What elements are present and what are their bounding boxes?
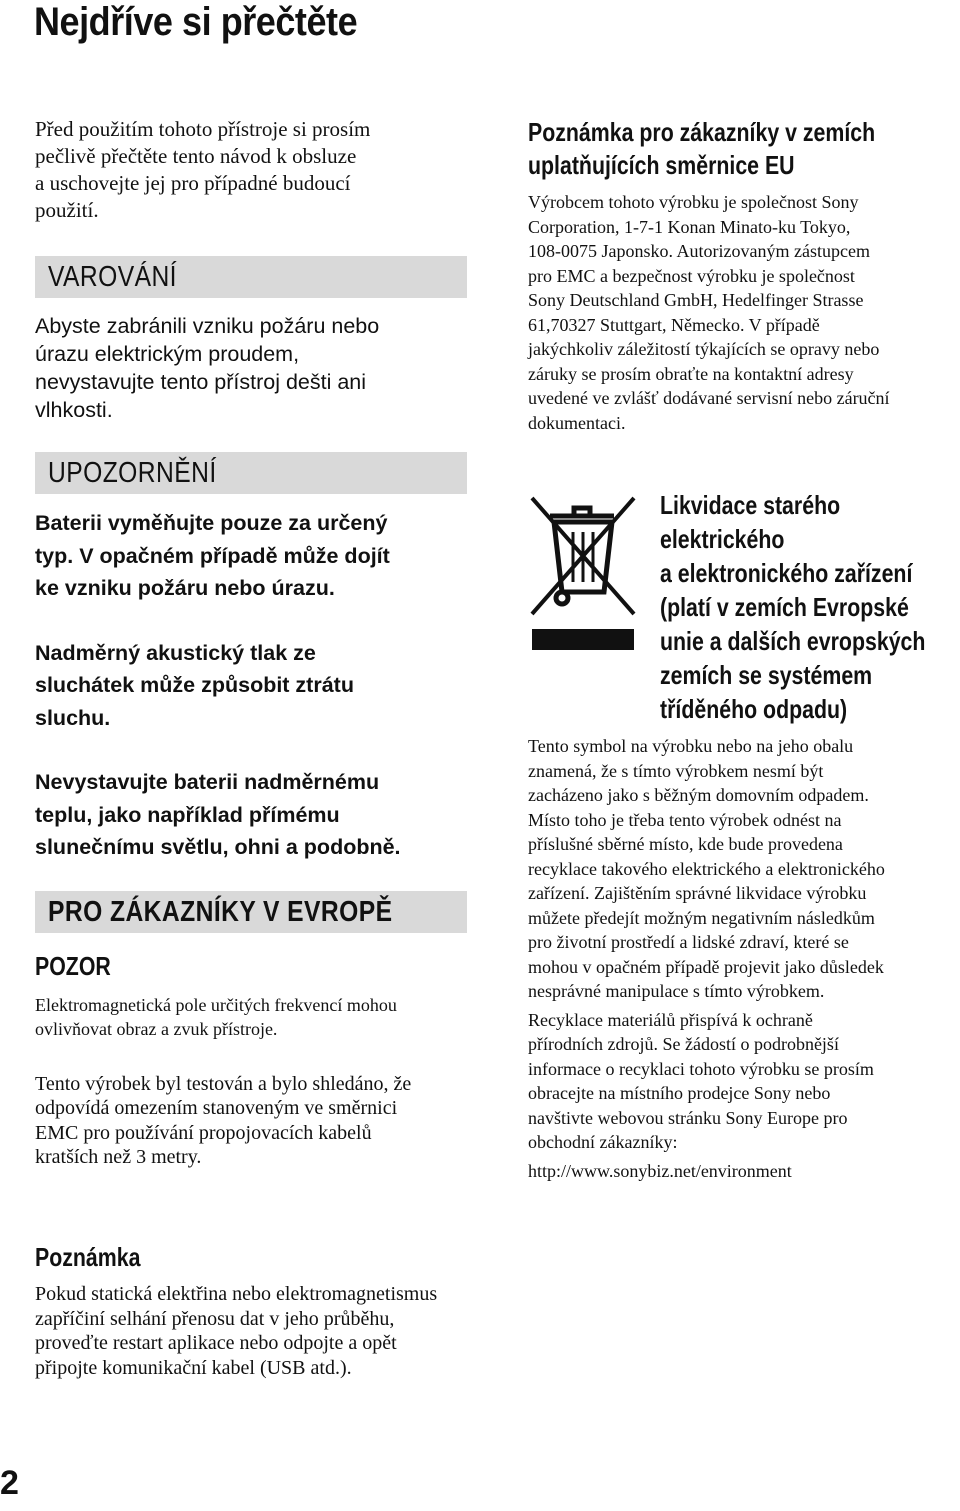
note-section (35, 1240, 475, 1380)
caution-battery-text: Baterii vyměňujte pouze za určený typ. V opačném případě může dojít ke vzniku požáru nebo úrazu. (35, 511, 390, 600)
emc-tested-text: Tento výrobek byl testován a bylo shledáno, že odpovídá omezením stanoveným ve směrnici EMC pro používání propojovacích kabelů kratších než 3 metry. (35, 1072, 412, 1168)
page-title: Nejdříve si přečtěte (34, 0, 358, 44)
caution-heading: UPOZORNĚNÍ (35, 452, 467, 494)
note-text: Pokud statická elektřina nebo elektromagnetismus zapříčiní selhání přenosu dat v jeho průběhu, proveďte restart aplikace nebo odpojte a opět připojte komunikační kabel (USB atd.). (35, 1283, 438, 1379)
note-heading: Poznámka (35, 1242, 141, 1272)
attention-heading: POZOR (35, 950, 111, 981)
warning-heading: VAROVÁNÍ (35, 256, 467, 298)
disposal-body (528, 734, 958, 1183)
sony-environment-url: http://www.sonybiz.net/environment (528, 1160, 792, 1181)
caution-pressure-text: Nadměrný akustický tlak ze sluchátek může způsobit ztrátu sluchu. (35, 640, 354, 730)
eu-note-heading: Poznámka pro zákazníky v zemích uplatňujících směrnice EU (528, 117, 876, 180)
disposal-text-2: Recyklace materiálů přispívá k ochraně přírodních zdrojů. Se žádostí o podrobnější informace o recyklaci tohoto výrobku se prosím obracejte na místního prodejce Sony nebo navštivte webovou stránku Sony Europe pro obchodní zákazníky: (528, 1009, 874, 1152)
crossed-out-wheelie-bin-icon (528, 494, 638, 650)
right-column (528, 116, 958, 1216)
disposal-text-1: Tento symbol na výrobku nebo na jeho obalu znamená, že s tímto výrobkem nesmí být zacházeno jako s běžným domovním odpadem. Místo toho je třeba tento výrobek odnést na příslušné sběrné místo, kde bude provedena recyklace takového elektrického a elektronického zařízení. Zajištěním správné likvidace výrobku můžete předejít možným negativním následkům pro životní prostředí a lidské zdraví, které se mohou v opačném případě projevit jako důsledek nesprávné manipulace s tímto výrobkem. (528, 736, 885, 1001)
page-number: 2 (0, 1464, 19, 1502)
eu-note-text: Výrobcem tohoto výrobku je společnost Sony Corporation, 1-7-1 Konan Minato-ku Tokyo, 108-0075 Japonsko. Autorizovaným zástupcem pro EMC a bezpečnost výrobku je společnost Sony Deutschland GmbH, Hedelfinger Strasse 61,70327 Stuttgart, Německo. V případě jakýchkoliv záležitostí týkajících se opravy nebo záruky se prosím obraťte na kontaktní adresy uvedené ve zvlášť dodávané servisní nebo záruční dokumentaci. (528, 192, 890, 433)
emf-text: Elektromagnetická pole určitých frekvencí mohou ovlivňovat obraz a zvuk přístroje. (35, 994, 397, 1039)
caution-heat-text: Nevystavujte baterii nadměrnému teplu, jako například přímému slunečnímu světlu, ohni a podobně. (35, 770, 401, 859)
intro-paragraph: Před použitím tohoto přístroje si prosím pečlivě přečtěte tento návod k obsluze a uschovejte jej pro případné budoucí použití. (35, 117, 371, 222)
left-column (35, 116, 467, 1170)
europe-heading: PRO ZÁKAZNÍKY V EVROPĚ (35, 891, 467, 933)
disposal-heading: Likvidace starého elektrického a elektronického zařízení (platí v zemích Evropské unie a dalších evropských zemích se systémem tříděného odpadu) (660, 490, 926, 724)
warning-text: Abyste zabránili vzniku požáru nebo úrazu elektrickým proudem, nevystavujte tento přístroj dešti ani vlhkosti. (35, 314, 380, 422)
